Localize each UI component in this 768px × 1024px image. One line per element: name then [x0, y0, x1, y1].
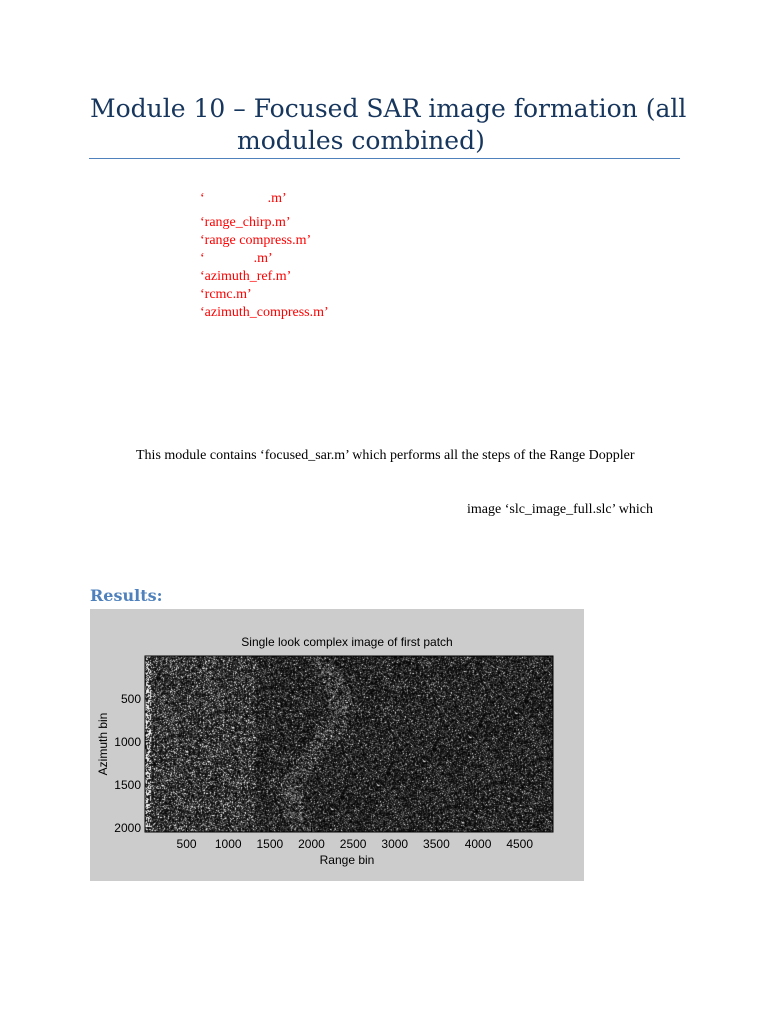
x-tick-label: 4500	[506, 837, 534, 851]
file-list-item: ‘azimuth_ref.m’	[200, 269, 292, 284]
description-paragraph-line-2: image ‘slc_image_full.slc’ which	[467, 502, 653, 517]
figure-svg	[90, 609, 584, 881]
description-paragraph-line-1: This module contains ‘focused_sar.m’ which performs all the steps of the Range Doppler	[136, 448, 635, 463]
x-tick-label: 4000	[464, 837, 492, 851]
results-heading: Results:	[90, 586, 163, 605]
y-axis-label: Azimuth bin	[96, 712, 110, 776]
x-tick-label: 500	[176, 837, 197, 851]
file-list-item: ‘ .m’	[200, 191, 287, 206]
x-tick-label: 2000	[298, 837, 325, 851]
file-list	[200, 190, 329, 322]
file-list-item: ‘range_chirp.m’	[200, 215, 291, 230]
file-list-item: ‘rcmc.m’	[200, 287, 252, 302]
x-tick-label: 1500	[256, 837, 284, 851]
x-tick-label: 2500	[339, 837, 367, 851]
y-tick-label: 500	[120, 691, 141, 706]
page-title-line-1: Module 10 – Focused SAR image formation (all	[90, 94, 687, 123]
file-list-item: ‘azimuth_compress.m’	[200, 305, 329, 320]
file-list-item: ‘range compress.m’	[200, 233, 312, 248]
x-axis-label: Range bin	[319, 853, 375, 867]
y-tick-label: 2000	[114, 820, 141, 835]
results-figure	[90, 609, 584, 881]
title-underline	[89, 158, 680, 159]
slc-image	[145, 656, 553, 832]
slc-image-raster	[145, 656, 553, 832]
file-list-item: ‘ .m’	[200, 251, 273, 266]
x-tick-label: 3000	[381, 837, 409, 851]
y-tick-label: 1000	[114, 734, 141, 749]
chart-title: Single look complex image of first patch	[241, 635, 453, 649]
x-tick-label: 1000	[214, 837, 242, 851]
x-tick-label: 3500	[423, 837, 450, 851]
y-tick-label: 1500	[114, 777, 141, 792]
page-title-line-2: modules combined)	[237, 126, 485, 155]
